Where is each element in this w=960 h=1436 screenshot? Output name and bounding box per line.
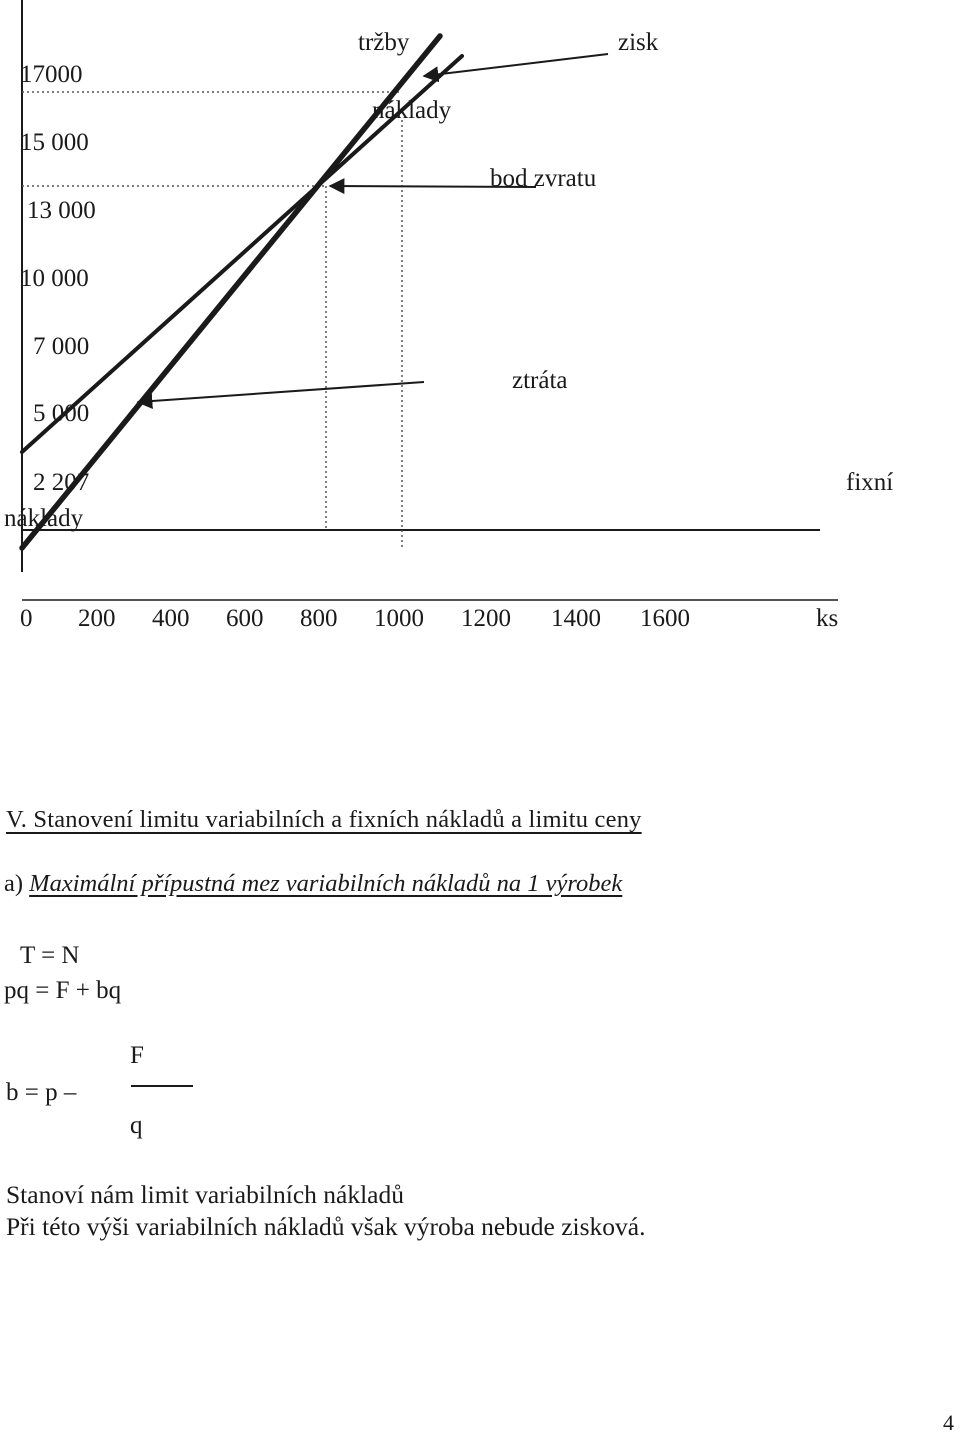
x-tick-label: 400	[152, 605, 190, 632]
x-tick-label: 1200	[461, 605, 511, 632]
y-tick-label: 10 000	[20, 265, 89, 292]
x-tick-label: 1400	[551, 605, 601, 632]
y-tick-label: 15 000	[20, 129, 89, 156]
paragraph-line-1: Stanoví nám limit variabilních nákladů	[6, 1180, 405, 1209]
loss-label: ztráta	[512, 367, 568, 394]
x-tick-label: 1600	[640, 605, 690, 632]
y-tick-label: 13 000	[27, 197, 96, 224]
x-tick-label: 600	[226, 605, 264, 632]
x-tick-label: 800	[300, 605, 338, 632]
x-tick-label: 0	[20, 605, 33, 632]
fixed-costs-label: náklady	[4, 505, 84, 532]
revenue-label: tržby	[358, 29, 410, 56]
equation-b: b = p –	[6, 1079, 77, 1106]
y-tick-label: 2 207	[33, 469, 90, 496]
fraction-numerator: F	[130, 1042, 144, 1069]
x-unit-label: ks	[816, 605, 839, 632]
x-tick-label: 200	[78, 605, 116, 632]
fraction-bar	[131, 1085, 193, 1087]
y-tick-label: 5 000	[33, 400, 90, 427]
ztrata-arrow	[138, 382, 424, 402]
y-tick-label: 7 000	[33, 333, 90, 360]
x-tick-label: 1000	[374, 605, 424, 632]
subheading	[4, 870, 622, 898]
section-heading: V. Stanovení limitu variabilních a fixních nákladů a limitu ceny	[6, 806, 642, 833]
fixed-label: fixní	[846, 469, 894, 496]
subheading-text: Maximální přípustná mez variabilních nákladů na 1 výrobek	[29, 870, 623, 897]
break-even-chart	[0, 0, 960, 680]
fraction-denominator: q	[130, 1112, 143, 1139]
paragraph-line-2: Při této výši variabilních nákladů však výroba nebude zisková.	[6, 1212, 646, 1241]
y-tick-label: 17000	[20, 61, 83, 88]
equation-line-2: pq = F + bq	[4, 977, 122, 1004]
equation-line-1: T = N	[20, 942, 80, 969]
profit-label: zisk	[618, 29, 659, 56]
costs-label: náklady	[372, 97, 452, 124]
page-number: 4	[943, 1410, 954, 1435]
subheading-prefix: a)	[4, 870, 24, 897]
break-even-label: bod zvratu	[490, 165, 597, 192]
